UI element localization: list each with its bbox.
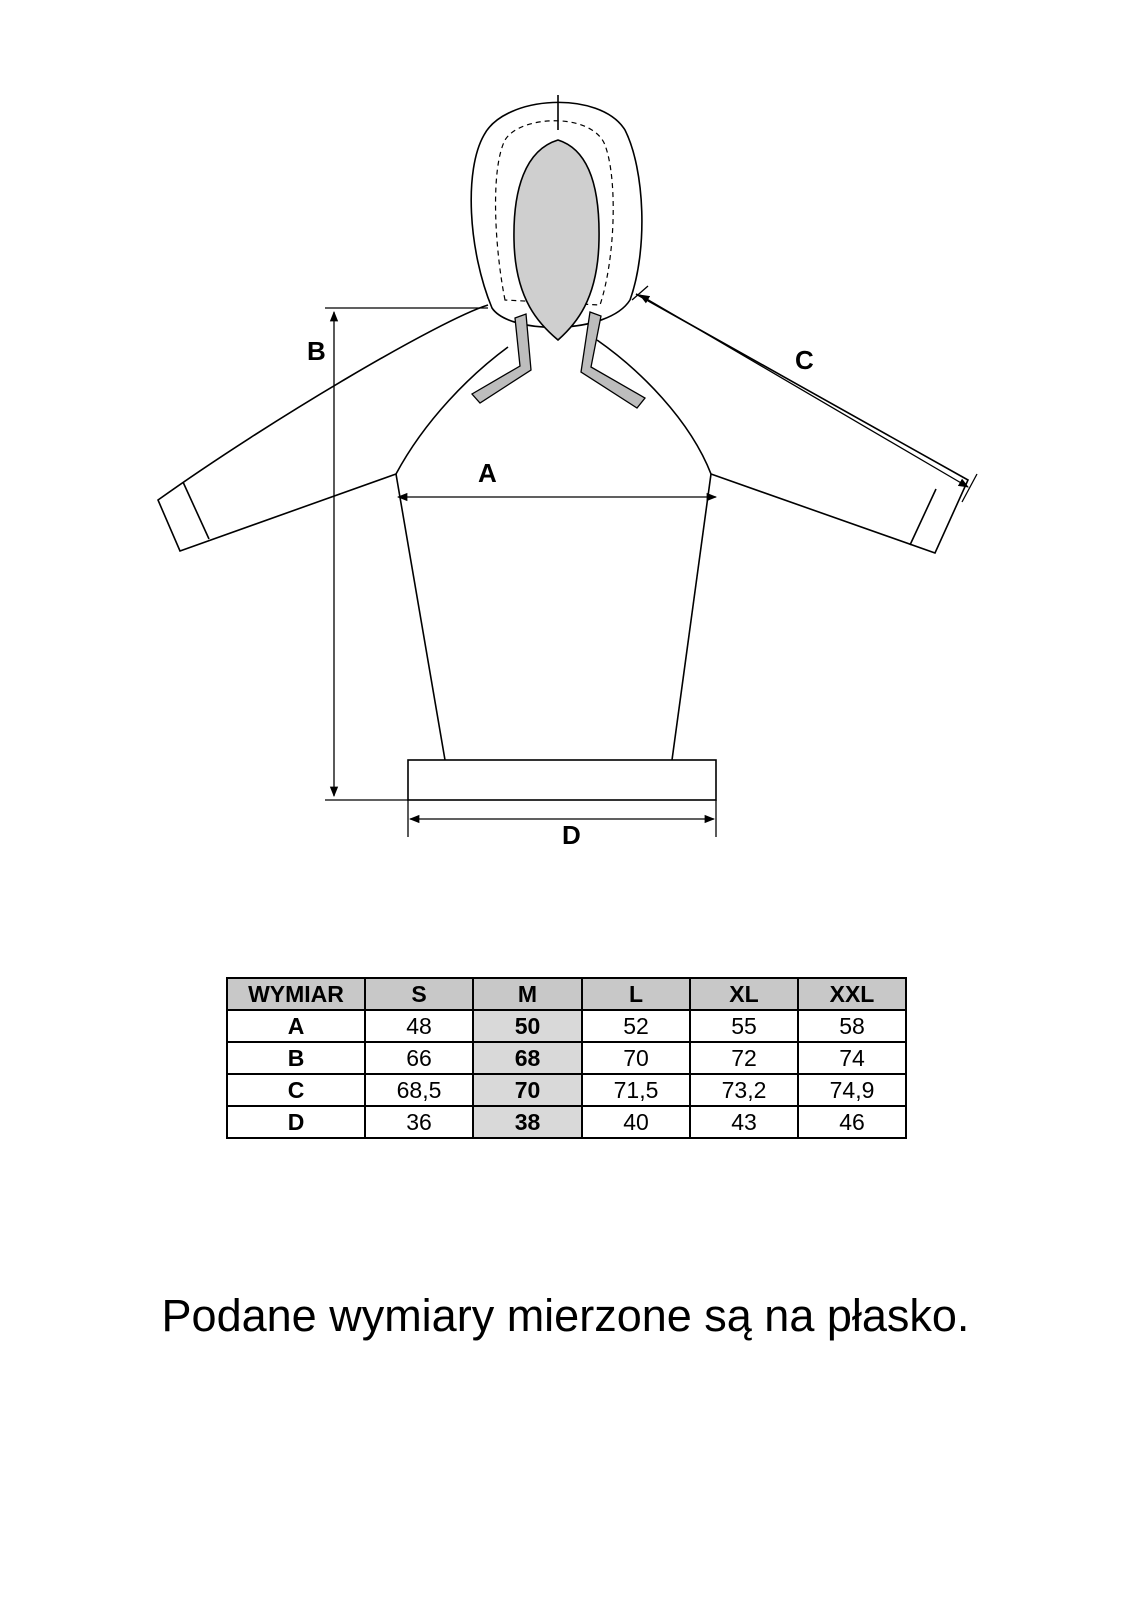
measurement-note: Podane wymiary mierzone są na płasko. [161, 1290, 970, 1341]
table-cell: 40 [582, 1106, 690, 1138]
row-label: D [227, 1106, 365, 1138]
table-row [227, 1042, 906, 1074]
table-cell: 71,5 [582, 1074, 690, 1106]
table-cell: 55 [690, 1010, 798, 1042]
row-label: A [227, 1010, 365, 1042]
dimension-label-a: A [478, 458, 497, 488]
face-opening [514, 140, 599, 340]
table-cell: 48 [365, 1010, 473, 1042]
table-cell: 72 [690, 1042, 798, 1074]
table-cell: 43 [690, 1106, 798, 1138]
header-size-xxl: XXL [798, 978, 906, 1010]
table-cell: 70 [582, 1042, 690, 1074]
size-table-header [227, 978, 906, 1010]
row-label: C [227, 1074, 365, 1106]
table-row [227, 1074, 906, 1106]
table-cell-highlighted: 50 [473, 1010, 582, 1042]
header-measure: WYMIAR [227, 978, 365, 1010]
dimension-label-c: C [795, 345, 814, 375]
dimension-label-b: B [307, 336, 326, 366]
table-cell: 73,2 [690, 1074, 798, 1106]
table-cell-highlighted: 38 [473, 1106, 582, 1138]
hoodie-outline [158, 294, 968, 800]
row-label: B [227, 1042, 365, 1074]
table-cell: 36 [365, 1106, 473, 1138]
table-cell: 74 [798, 1042, 906, 1074]
header-size-s: S [365, 978, 473, 1010]
header-size-m: M [473, 978, 582, 1010]
table-row [227, 1010, 906, 1042]
table-row [227, 1106, 906, 1138]
table-cell: 68,5 [365, 1074, 473, 1106]
table-cell: 52 [582, 1010, 690, 1042]
table-cell: 46 [798, 1106, 906, 1138]
size-table [226, 977, 907, 1139]
table-cell-highlighted: 70 [473, 1074, 582, 1106]
table-cell: 58 [798, 1010, 906, 1042]
table-cell: 74,9 [798, 1074, 906, 1106]
table-cell-highlighted: 68 [473, 1042, 582, 1074]
header-size-xl: XL [690, 978, 798, 1010]
table-cell: 66 [365, 1042, 473, 1074]
header-size-l: L [582, 978, 690, 1010]
dimension-label-d: D [562, 820, 581, 850]
dimension-lines [325, 286, 977, 837]
